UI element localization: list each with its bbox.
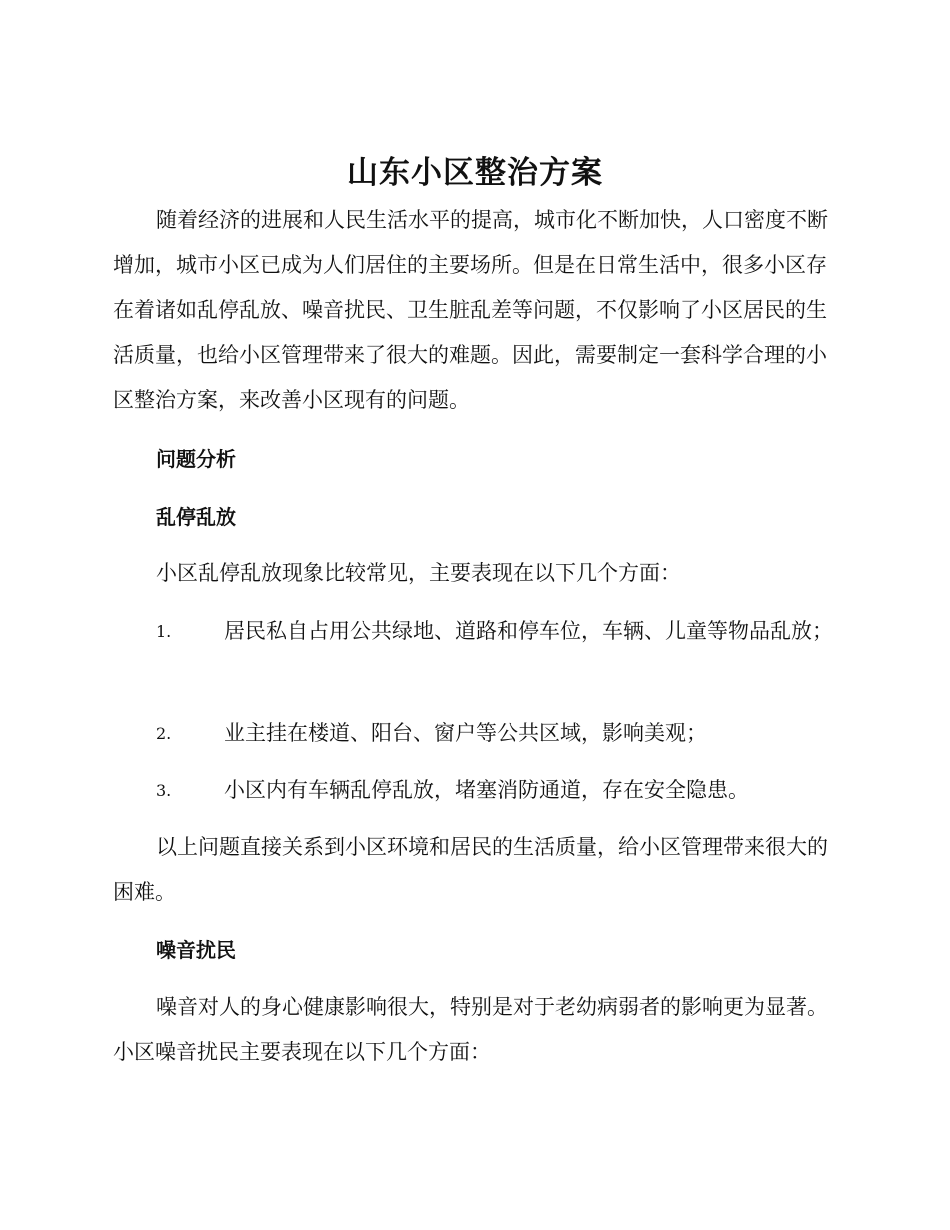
- list-item-number: 1.: [156, 622, 172, 641]
- list-item-text: 小区内有车辆乱停乱放，堵塞消防通道，存在安全隐患。: [224, 778, 749, 802]
- list-item: [113, 711, 833, 756]
- list-item-number: 3.: [156, 781, 172, 800]
- list-item: [113, 768, 833, 813]
- noise-lead-paragraph: 噪音对人的身心健康影响很大，特别是对于老幼病弱者的影响更为显著。小区噪音扰民主要表现在以下几个方面：: [113, 995, 828, 1064]
- list-item: [113, 609, 833, 654]
- subheading-noise: 噪音扰民: [156, 938, 236, 962]
- list-item-text: 业主挂在楼道、阳台、窗户等公共区域，影响美观；: [224, 721, 707, 745]
- list-item-text: 居民私自占用公共绿地、道路和停车位，车辆、儿童等物品乱放；: [224, 619, 833, 643]
- document-title: 山东小区整治方案: [347, 155, 603, 191]
- list-item-number: 2.: [156, 724, 172, 743]
- intro-paragraph: 随着经济的进展和人民生活水平的提高，城市化不断加快，人口密度不断增加，城市小区已成为人们居住的主要场所。但是在日常生活中，很多小区存在着诸如乱停乱放、噪音扰民、卫生脏乱差等问题，不仅影响了小区居民的生活质量，也给小区管理带来了很大的难题。因此，需要制定一套科学合理的小区整治方案，来改善小区现有的问题。: [113, 208, 828, 412]
- section-heading-problem-analysis: 问题分析: [156, 447, 236, 471]
- parking-summary-paragraph: 以上问题直接关系到小区环境和居民的生活质量，给小区管理带来很大的困难。: [113, 835, 828, 904]
- subheading-parking: 乱停乱放: [156, 505, 236, 529]
- parking-lead-paragraph: 小区乱停乱放现象比较常见，主要表现在以下几个方面：: [156, 561, 681, 585]
